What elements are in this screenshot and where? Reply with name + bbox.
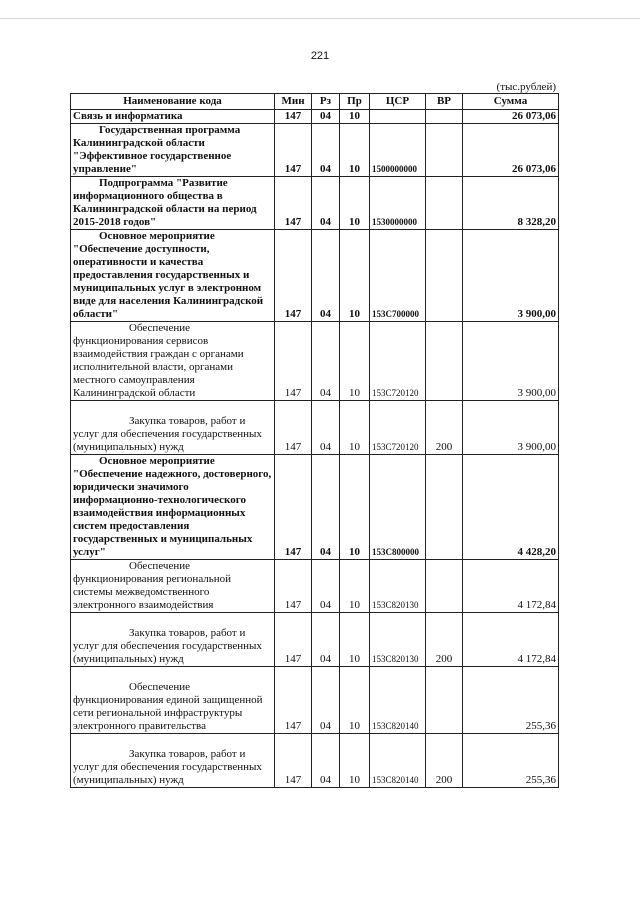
row-vr: [426, 560, 463, 613]
table-row: [71, 613, 559, 667]
row-vr: 200: [426, 734, 463, 788]
table-row: [71, 230, 559, 322]
table-header-row: [71, 94, 559, 110]
row-csr: 153С820140: [370, 667, 426, 734]
row-vr: [426, 124, 463, 177]
row-sum: 255,36: [463, 667, 559, 734]
row-rz: 04: [312, 124, 340, 177]
row-vr: 200: [426, 401, 463, 455]
row-min: 147: [275, 110, 312, 124]
column-header-name: Наименование кода: [71, 94, 275, 110]
row-vr: 200: [426, 613, 463, 667]
column-header-sum: Сумма: [463, 94, 559, 110]
column-header-csr: ЦСР: [370, 94, 426, 110]
row-rz: 04: [312, 560, 340, 613]
row-rz: 04: [312, 322, 340, 401]
row-csr: 1500000000: [370, 124, 426, 177]
row-min: 147: [275, 230, 312, 322]
row-sum: 26 073,06: [463, 110, 559, 124]
row-csr: 153С820140: [370, 734, 426, 788]
table-row: [71, 560, 559, 613]
row-name: Связь и информатика: [71, 110, 275, 124]
row-rz: 04: [312, 734, 340, 788]
row-csr: 153С820130: [370, 613, 426, 667]
row-min: 147: [275, 667, 312, 734]
column-header-rz: Рз: [312, 94, 340, 110]
row-pr: 10: [340, 230, 370, 322]
row-name: Обеспечение функционирования сервисов взаимодействия граждан с органами исполнительной власти, органами местного самоуправления Калининградской области: [71, 322, 275, 401]
row-csr: [370, 110, 426, 124]
row-vr: [426, 110, 463, 124]
row-vr: [426, 455, 463, 560]
column-header-vr: ВР: [426, 94, 463, 110]
units-label: (тыс.рублей): [496, 81, 556, 93]
row-pr: 10: [340, 560, 370, 613]
row-pr: 10: [340, 455, 370, 560]
row-rz: 04: [312, 230, 340, 322]
row-csr: 153С720120: [370, 401, 426, 455]
row-min: 147: [275, 401, 312, 455]
row-sum: 3 900,00: [463, 230, 559, 322]
row-pr: 10: [340, 734, 370, 788]
row-csr: 153С820130: [370, 560, 426, 613]
row-rz: 04: [312, 455, 340, 560]
column-header-pr: Пр: [340, 94, 370, 110]
row-min: 147: [275, 124, 312, 177]
row-pr: 10: [340, 322, 370, 401]
column-header-min: Мин: [275, 94, 312, 110]
row-csr: 1530000000: [370, 177, 426, 230]
row-min: 147: [275, 322, 312, 401]
row-sum: 26 073,06: [463, 124, 559, 177]
row-sum: 4 172,84: [463, 613, 559, 667]
budget-table: [70, 93, 559, 788]
row-name: Закупка товаров, работ и услуг для обеспечения государственных (муниципальных) нужд: [71, 613, 275, 667]
row-name: Подпрограмма "Развитие информационного общества в Калининградской области на период 2015-2018 годов": [71, 177, 275, 230]
row-name: Обеспечение функционирования региональной системы межведомственного электронного взаимодействия: [71, 560, 275, 613]
table-row: [71, 110, 559, 124]
row-sum: 3 900,00: [463, 322, 559, 401]
table-row: [71, 734, 559, 788]
row-vr: [426, 667, 463, 734]
table-row: [71, 401, 559, 455]
row-vr: [426, 230, 463, 322]
table-row: [71, 322, 559, 401]
row-pr: 10: [340, 613, 370, 667]
row-min: 147: [275, 613, 312, 667]
row-min: 147: [275, 455, 312, 560]
row-sum: 8 328,20: [463, 177, 559, 230]
row-vr: [426, 177, 463, 230]
table-row: [71, 177, 559, 230]
row-name: Обеспечение функционирования единой защищенной сети региональной инфраструктуры электронного правительства: [71, 667, 275, 734]
row-rz: 04: [312, 667, 340, 734]
row-name: Закупка товаров, работ и услуг для обеспечения государственных (муниципальных) нужд: [71, 401, 275, 455]
row-sum: 255,36: [463, 734, 559, 788]
row-name: Государственная программа Калининградской области "Эффективное государственное управление": [71, 124, 275, 177]
table-row: [71, 124, 559, 177]
row-name: Основное мероприятие "Обеспечение доступности, оперативности и качества предоставления государственных и муниципальных услуг в электронном виде для населения Калининградской области": [71, 230, 275, 322]
page-number: 221: [310, 50, 330, 62]
row-pr: 10: [340, 401, 370, 455]
row-rz: 04: [312, 177, 340, 230]
row-min: 147: [275, 734, 312, 788]
table-row: [71, 455, 559, 560]
row-pr: 10: [340, 177, 370, 230]
row-name: Закупка товаров, работ и услуг для обеспечения государственных (муниципальных) нужд: [71, 734, 275, 788]
row-pr: 10: [340, 110, 370, 124]
row-rz: 04: [312, 401, 340, 455]
row-sum: 4 428,20: [463, 455, 559, 560]
row-csr: 153С800000: [370, 455, 426, 560]
row-sum: 4 172,84: [463, 560, 559, 613]
scan-edge-line: [0, 18, 640, 19]
row-min: 147: [275, 177, 312, 230]
table-row: [71, 667, 559, 734]
row-vr: [426, 322, 463, 401]
row-rz: 04: [312, 110, 340, 124]
row-sum: 3 900,00: [463, 401, 559, 455]
row-pr: 10: [340, 667, 370, 734]
row-csr: 153С720120: [370, 322, 426, 401]
row-rz: 04: [312, 613, 340, 667]
row-name: Основное мероприятие "Обеспечение надежного, достоверного, юридически значимого информационно-технологического взаимодействия информационных систем предоставления государственных и муниципальных услуг": [71, 455, 275, 560]
row-csr: 153С700000: [370, 230, 426, 322]
row-pr: 10: [340, 124, 370, 177]
row-min: 147: [275, 560, 312, 613]
